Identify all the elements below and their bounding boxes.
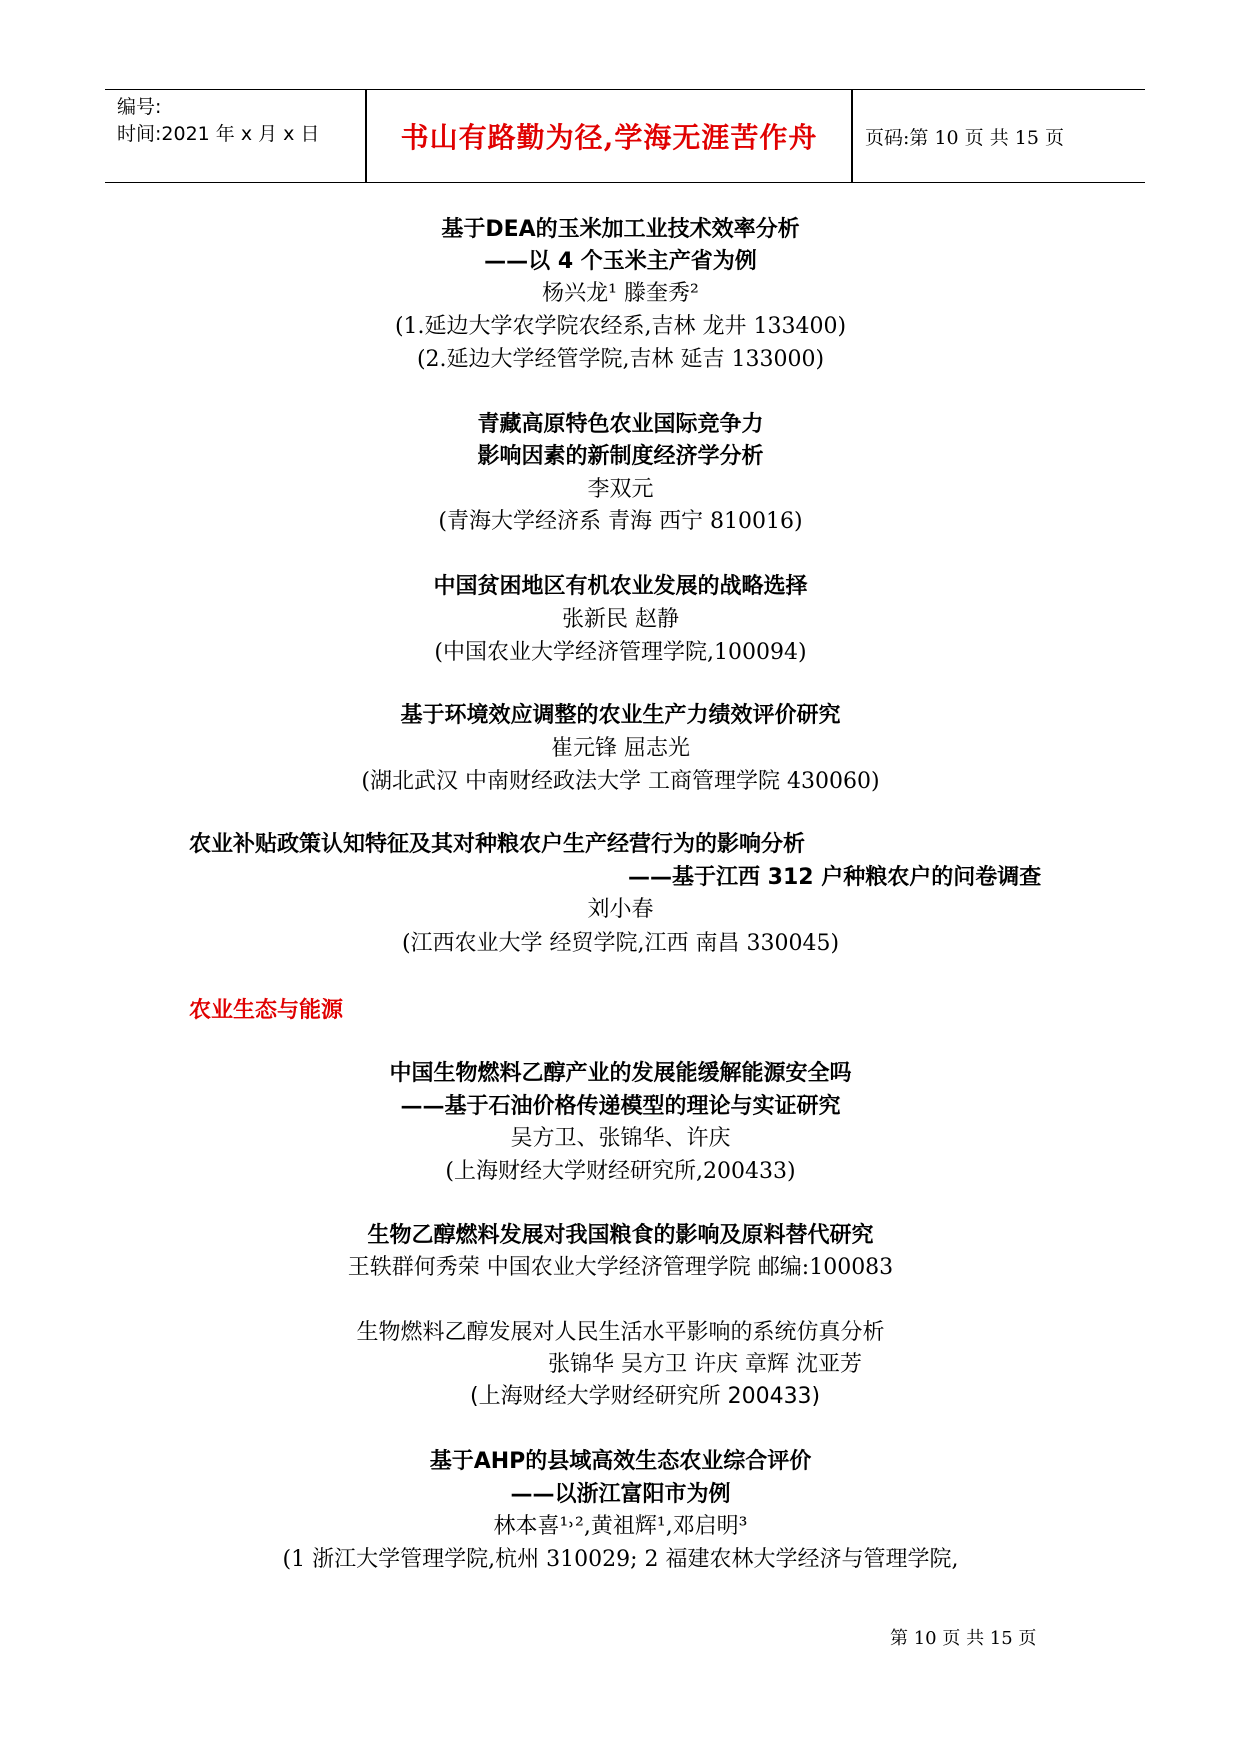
header-page-info: 页码:第 10 页 共 15 页 (865, 126, 1064, 149)
page-header (105, 89, 1145, 183)
paper-title: 中国贫困地区有机农业发展的战略选择 (433, 574, 808, 599)
paper-title: 生物燃料乙醇发展对人民生活水平影响的系统仿真分析 (356, 1320, 885, 1345)
paper-authors: 刘小春 (587, 897, 654, 922)
paper-subtitle: ——基于石油价格传递模型的理论与实证研究 (400, 1093, 841, 1119)
paper-authors-affiliation: 王轶群何秀荣 中国农业大学经济管理学院 邮编:100083 (347, 1255, 894, 1280)
paper-title: 农业补贴政策认知特征及其对种粮农户生产经营行为的影响分析 (189, 832, 806, 857)
paper-affiliation: (江西农业大学 经贸学院,江西 南昌 330045) (401, 931, 840, 956)
paper-affiliation: (中国农业大学经济管理学院,100094) (434, 640, 807, 665)
paper-authors: 林本喜¹˒²,黄祖辉¹,邓启明³ (493, 1514, 748, 1539)
time-label: 时间:2021 年 x 月 x 日 (117, 123, 320, 145)
paper-authors: 张新民 赵静 (562, 607, 679, 632)
header-left (117, 94, 319, 148)
paper-title: 青藏高原特色农业国际竞争力 (477, 412, 764, 437)
header-motto: 书山有路勤为径,学海无涯苦作舟 (400, 121, 818, 154)
paper-affiliation: (1.延边大学农学院农经系,吉林 龙井 133400) (394, 314, 847, 339)
paper-title: 基于DEA的玉米加工业技术效率分析 (441, 217, 800, 242)
paper-affiliation: (上海财经大学财经研究所 200433) (470, 1384, 821, 1409)
number-label: 编号: (117, 96, 162, 118)
paper-authors: 张锦华 吴方卫 许庆 章辉 沈亚芳 (548, 1352, 862, 1377)
paper-authors: 李双元 (587, 477, 654, 502)
paper-title: 生物乙醇燃料发展对我国粮食的影响及原料替代研究 (367, 1223, 874, 1248)
paper-affiliation: (湖北武汉 中南财经政法大学 工商管理学院 430060) (361, 769, 880, 794)
paper-title: 中国生物燃料乙醇产业的发展能缓解能源安全吗 (389, 1061, 852, 1086)
paper-authors: 吴方卫、张锦华、许庆 (510, 1126, 731, 1151)
paper-affiliation: (1 浙江大学管理学院,杭州 310029; 2 福建农林大学经济与管理学院, (282, 1547, 959, 1572)
paper-title: 基于环境效应调整的农业生产力绩效评价研究 (400, 703, 841, 728)
paper-subtitle: ——以浙江富阳市为例 (510, 1482, 731, 1507)
paper-affiliation: (2.延边大学经管学院,吉林 延吉 133000) (416, 347, 825, 372)
header-divider (851, 90, 853, 182)
paper-title: 基于AHP的县域高效生态农业综合评价 (429, 1449, 812, 1474)
paper-authors: 杨兴龙¹ 滕奎秀² (542, 281, 699, 306)
paper-title: 影响因素的新制度经济学分析 (477, 444, 764, 469)
paper-affiliation: (青海大学经济系 青海 西宁 810016) (438, 509, 803, 534)
paper-authors: 崔元锋 屈志光 (551, 736, 690, 761)
paper-affiliation: (上海财经大学财经研究所,200433) (445, 1159, 796, 1184)
paper-subtitle: ——基于江西 312 户种粮农户的问卷调查 (628, 865, 1042, 890)
page-footer: 第 10 页 共 15 页 (890, 1628, 1037, 1649)
paper-subtitle: ——以 4 个玉米主产省为例 (484, 249, 757, 274)
section-heading: 农业生态与能源 (189, 998, 344, 1023)
